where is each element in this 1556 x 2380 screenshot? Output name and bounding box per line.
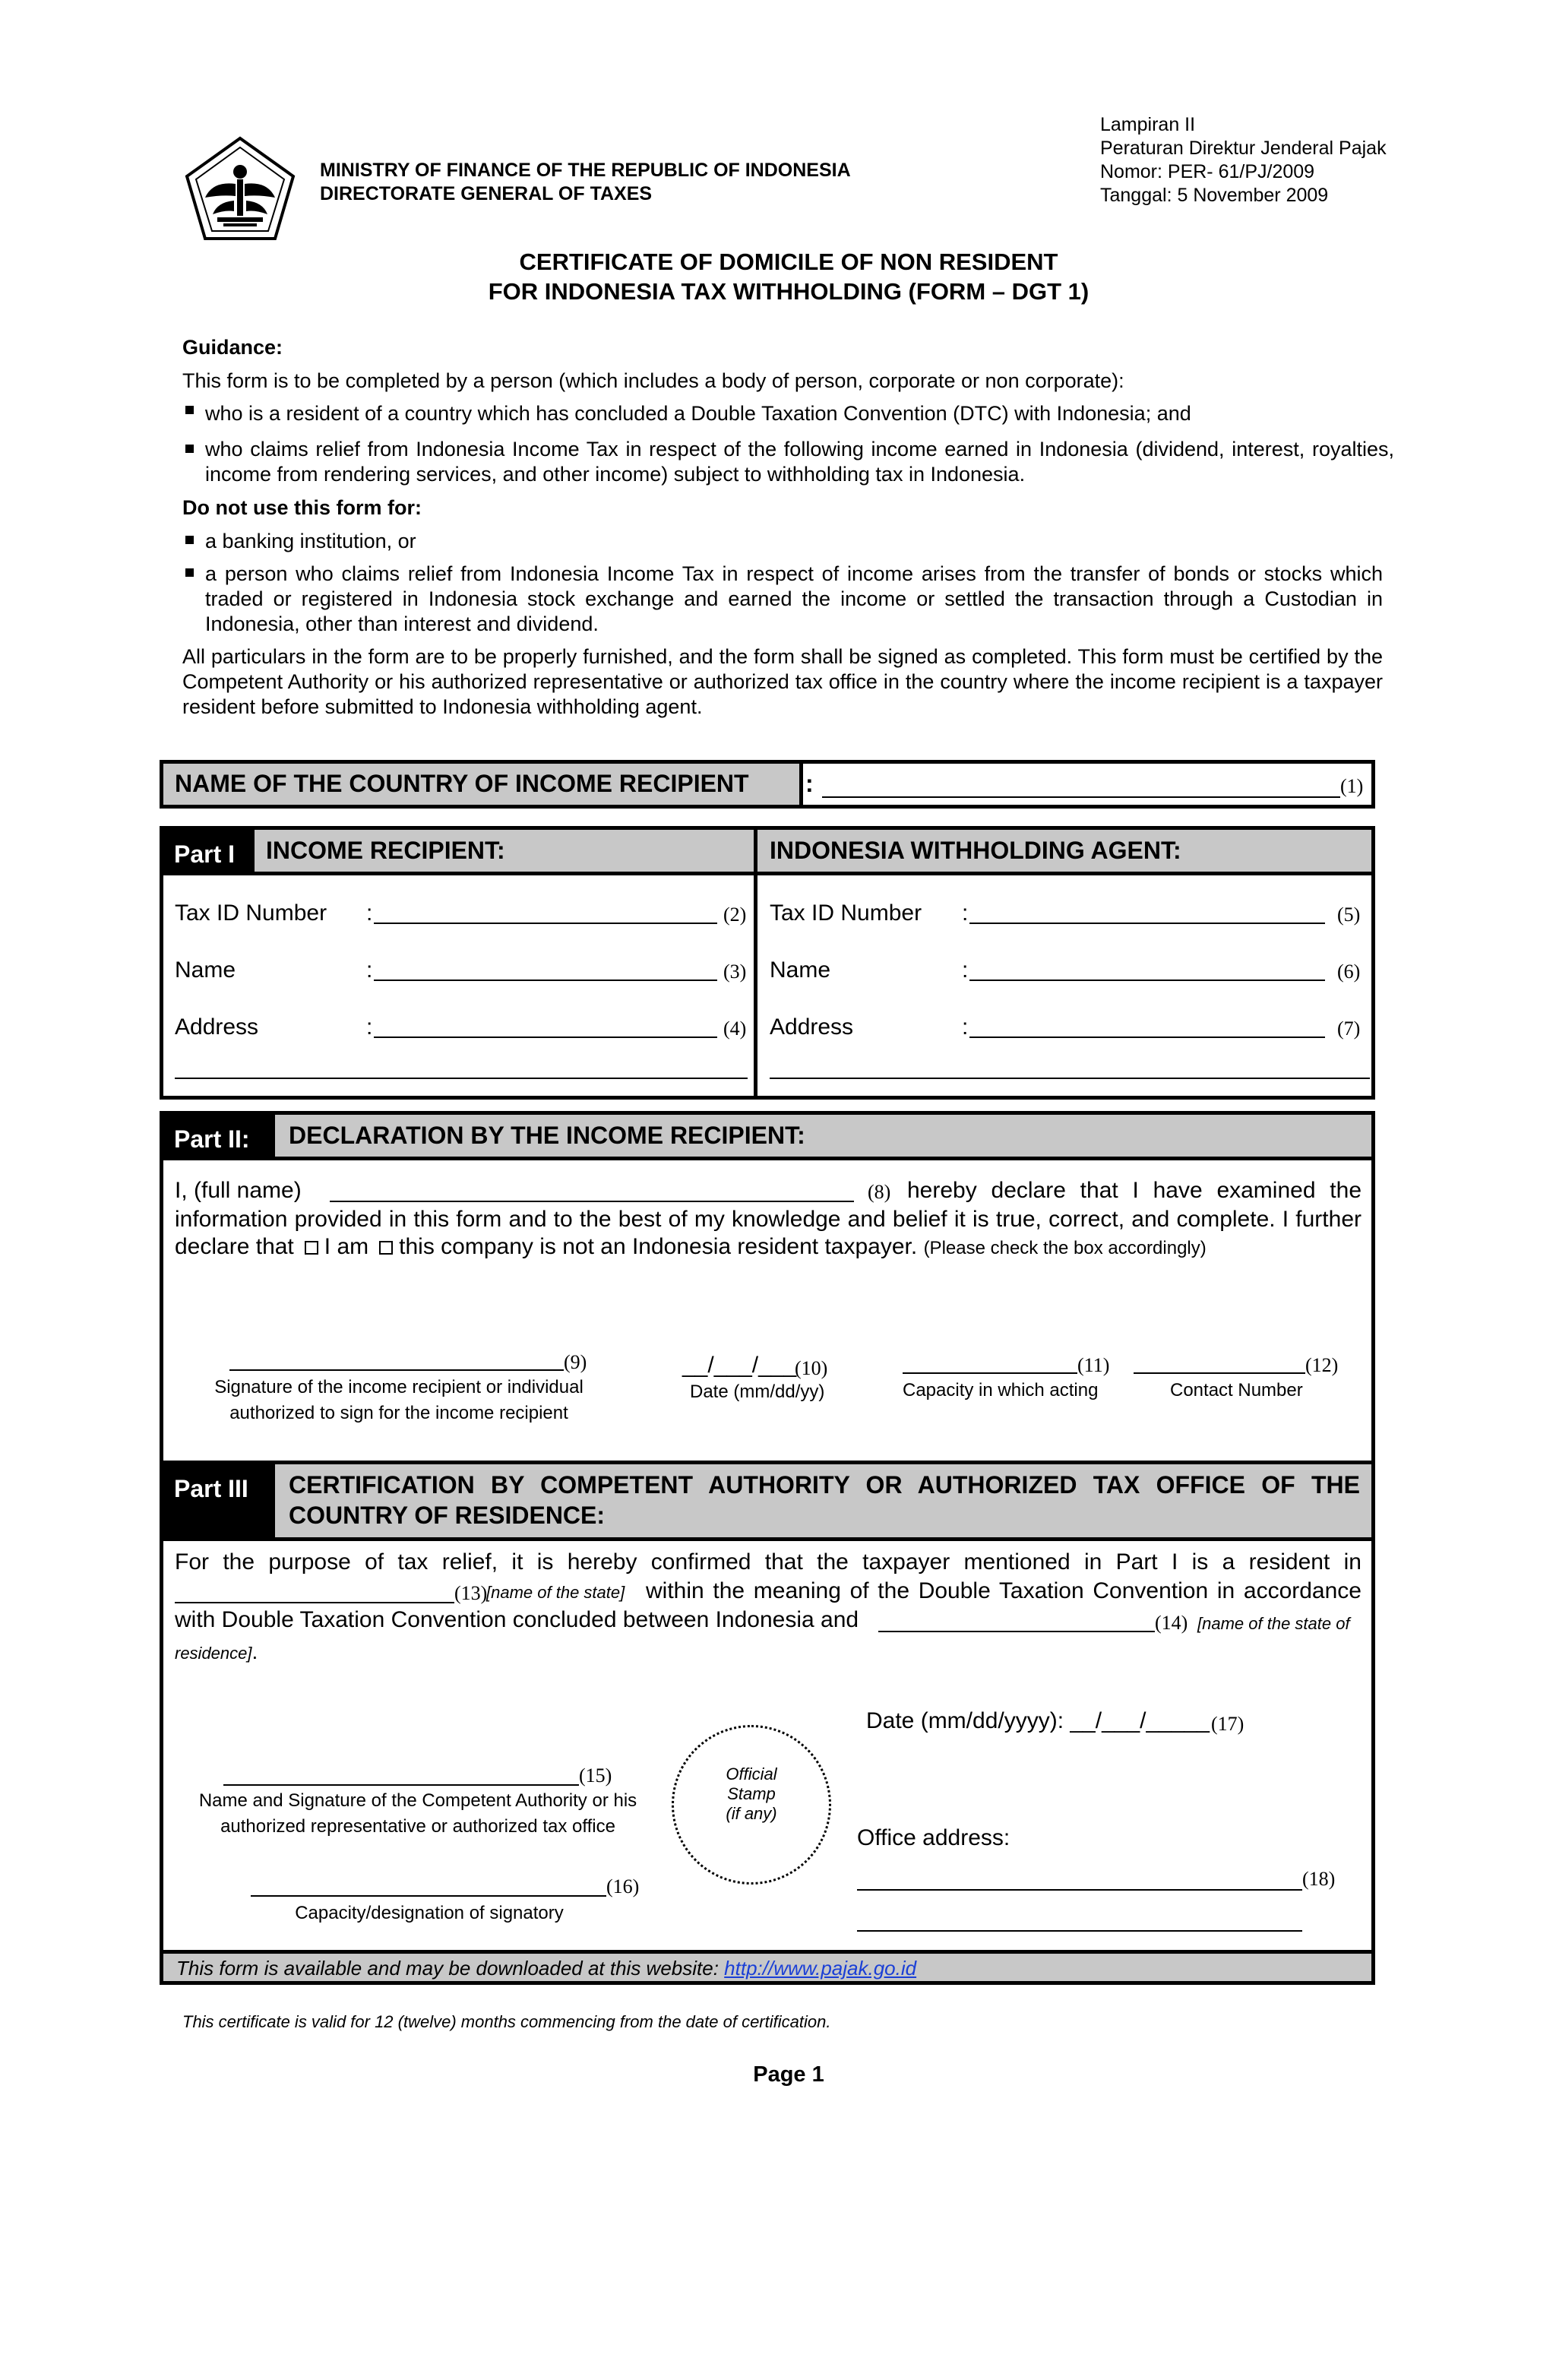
not-use-heading: Do not use this form for: [182, 496, 422, 519]
agent-taxid-label: Tax ID Number [770, 900, 922, 926]
authority-signature-input[interactable] [223, 1784, 579, 1786]
bullet-icon [185, 445, 194, 453]
field-number-13: (13) [454, 1582, 488, 1604]
part1-header-divider [163, 872, 1371, 875]
certification-title-2: COUNTRY OF RESIDENCE: [289, 1502, 606, 1529]
part3-tag [163, 1464, 275, 1537]
field-number-18: (18) [1302, 1868, 1336, 1890]
signature-input[interactable] [229, 1369, 564, 1371]
field-number-8: (8) [868, 1181, 891, 1203]
option-i-am: I am [324, 1234, 369, 1259]
colon: : [962, 957, 969, 983]
declaration-text-1: hereby declare that I have examined the [907, 1178, 1362, 1203]
part2-tag [163, 1115, 275, 1157]
checkbox-i-am[interactable] [305, 1241, 318, 1255]
part2-header-divider [163, 1157, 1371, 1160]
part3-tag-label: Part III [174, 1475, 248, 1502]
guidance-bullet-2: who claims relief from Indonesia Income Tax in respect of the following income earned in Indonesia (dividend, interest, royalties, income from rendering services, and other income) subject to withholding tax in Indonesia. [205, 438, 1394, 486]
field-number-17: (17) [1211, 1713, 1244, 1735]
field-number-15: (15) [579, 1764, 612, 1787]
state-input[interactable] [175, 1602, 454, 1603]
full-name-input[interactable] [330, 1201, 854, 1202]
stamp-text-3: (if any) [726, 1804, 777, 1823]
recipient-address-input[interactable] [374, 1037, 717, 1038]
recipient-name-label: Name [175, 957, 236, 983]
signature-caption-2: authorized to sign for the income recipient [229, 1403, 568, 1423]
declaration-title: DECLARATION BY THE INCOME RECIPIENT: [289, 1122, 805, 1149]
field-number-4: (4) [723, 1018, 747, 1040]
signature-caption-1: Signature of the income recipient or individual [214, 1377, 584, 1397]
income-recipient-title: INCOME RECIPIENT: [266, 837, 505, 864]
guidance-bullet-1: who is a resident of a country which has concluded a Double Taxation Convention (DTC) with Indonesia; and [205, 402, 1191, 425]
not-use-bullet-2: a person who claims relief from Indonesia Income Tax in respect of income arises from the transfer of bonds or stocks which traded or registered in Indonesia stock exchange and earned the income or settled the transaction through a Custodian in Indonesia, other than interest and dividend. [205, 562, 1383, 635]
recipient-taxid-label: Tax ID Number [175, 900, 327, 926]
field-number-1: (1) [1340, 775, 1364, 797]
field-number-12: (12) [1305, 1354, 1339, 1376]
colon: : [366, 957, 373, 983]
withholding-agent-title: INDONESIA WITHHOLDING AGENT: [770, 837, 1181, 864]
tanggal-label: Tanggal: 5 November 2009 [1100, 185, 1329, 206]
field-number-3: (3) [723, 961, 747, 983]
part2-tag-label: Part II: [174, 1125, 250, 1153]
recipient-name-input[interactable] [374, 980, 717, 981]
state-of-residence-note-2-text: residence] [175, 1644, 252, 1663]
form-title-line1: CERTIFICATE OF DOMICILE OF NON RESIDENT [519, 248, 1058, 275]
bullet-icon [185, 536, 194, 544]
not-use-bullet-1: a banking institution, or [205, 530, 416, 552]
colon: : [366, 1014, 373, 1040]
recipient-address-input-2[interactable] [175, 1078, 748, 1079]
validity-note: This certificate is valid for 12 (twelve) months commencing from the date of certification. [182, 2012, 831, 2031]
checkbox-company[interactable] [379, 1241, 393, 1255]
capacity-caption: Capacity in which acting [903, 1380, 1099, 1400]
stamp-text-2: Stamp [727, 1784, 776, 1803]
contact-number-input[interactable] [1134, 1372, 1305, 1374]
colon: : [366, 900, 373, 926]
certification-title-1: CERTIFICATION BY COMPETENT AUTHORITY OR AUTHORIZED TAX OFFICE OF THE [289, 1471, 1360, 1499]
period: . [251, 1640, 258, 1663]
guidance-heading: Guidance: [182, 336, 283, 359]
ministry-name: MINISTRY OF FINANCE OF THE REPUBLIC OF INDONESIA [320, 160, 851, 181]
agent-address-label: Address [770, 1014, 854, 1040]
signatory-capacity-caption: Capacity/designation of signatory [295, 1903, 564, 1923]
particulars-paragraph: All particulars in the form are to be properly furnished, and the form shall be signed as completed. This form must be certified by the Competent Authority or his authorized representative or authorized tax office in the country where the income recipient is a taxpayer resident before submitted to Indonesia withholding agent. [182, 645, 1383, 718]
part1-tag-label: Part I [174, 840, 236, 868]
option-company: this company is not an Indonesia resident taxpayer. [399, 1234, 918, 1259]
contact-caption: Contact Number [1170, 1380, 1303, 1400]
available-label: This form is available and may be downloaded at this website: [176, 1957, 725, 1980]
certification-text-1: For the purpose of tax relief, it is hereby confirmed that the taxpayer mentioned in Part I is a resident in [175, 1549, 1362, 1575]
directorate-name: DIRECTORATE GENERAL OF TAXES [320, 183, 653, 204]
office-address-input-2[interactable] [857, 1930, 1302, 1932]
stamp-text-1: Official [726, 1764, 777, 1783]
declaration-text-2: information provided in this form and to the best of my knowledge and belief it is true, correct, and complete. I further [175, 1207, 1362, 1232]
signatory-capacity-input[interactable] [251, 1895, 606, 1897]
nomor-label: Nomor: PER- 61/PJ/2009 [1100, 161, 1315, 182]
colon: : [962, 900, 969, 926]
state-note: [name of the state] [486, 1583, 625, 1602]
agent-address-input-2[interactable] [770, 1078, 1370, 1079]
certification-date-label[interactable]: Date (mm/dd/yyyy): __/___/_____ [866, 1708, 1210, 1733]
certification-text-3: with Double Taxation Convention concluded between Indonesia and [175, 1607, 859, 1632]
state-of-residence-input[interactable] [878, 1631, 1155, 1632]
field-number-7: (7) [1337, 1018, 1361, 1040]
page-number: Page 1 [753, 2062, 824, 2087]
part3-header-divider [163, 1537, 1371, 1541]
authority-caption-2: authorized representative or authorized tax office [220, 1816, 615, 1837]
lampiran-label: Lampiran II [1100, 114, 1196, 135]
colon: : [962, 1014, 969, 1040]
authority-caption-1: Name and Signature of the Competent Authority or his [198, 1790, 637, 1811]
capacity-input[interactable] [903, 1372, 1077, 1374]
field-number-10: (10) [795, 1357, 828, 1379]
available-text [176, 1957, 916, 1980]
field-number-16: (16) [606, 1875, 640, 1897]
agent-name-input[interactable] [969, 980, 1325, 981]
country-label: NAME OF THE COUNTRY OF INCOME RECIPIENT [175, 770, 749, 797]
recipient-address-label: Address [175, 1014, 259, 1040]
state-of-residence-note-1: [name of the state of [1197, 1614, 1350, 1633]
field-number-9: (9) [564, 1351, 587, 1373]
date-input[interactable]: __/___/___ [682, 1353, 797, 1378]
ministry-emblem-logo [182, 135, 298, 243]
date-caption: Date (mm/dd/yy) [690, 1381, 825, 1402]
declaration-text-3 [175, 1234, 1207, 1260]
declaration-full-name-label: I, (full name) [175, 1178, 302, 1203]
agent-address-input[interactable] [969, 1037, 1325, 1038]
bullet-icon [185, 406, 194, 414]
agent-taxid-input[interactable] [969, 923, 1325, 924]
field-number-5: (5) [1337, 904, 1361, 926]
country-input[interactable] [822, 796, 1340, 798]
state-of-residence-note-2 [175, 1640, 258, 1664]
field-number-2: (2) [723, 904, 747, 926]
bullet-icon [185, 568, 194, 577]
office-address-label: Office address: [857, 1825, 1010, 1850]
check-box-note: (Please check the box accordingly) [923, 1238, 1207, 1258]
form-title-line2: FOR INDONESIA TAX WITHHOLDING (FORM – DGT 1) [488, 278, 1090, 305]
guidance-intro: This form is to be completed by a person (which includes a body of person, corporate or non corporate): [182, 369, 1124, 392]
peraturan-label: Peraturan Direktur Jenderal Pajak [1100, 138, 1387, 159]
pajak-website-link[interactable]: http://www.pajak.go.id [724, 1957, 917, 1980]
country-colon: : [805, 770, 814, 797]
recipient-taxid-input[interactable] [374, 923, 717, 924]
certification-text-2: within the meaning of the Double Taxation Convention in accordance [646, 1578, 1362, 1603]
part1-tag [163, 830, 255, 872]
field-number-11: (11) [1077, 1354, 1110, 1376]
field-number-6: (6) [1337, 961, 1361, 983]
field-number-14: (14) [1155, 1612, 1188, 1634]
declare-that-label: declare that [175, 1234, 294, 1259]
agent-name-label: Name [770, 957, 831, 983]
office-address-input-1[interactable] [857, 1889, 1302, 1891]
